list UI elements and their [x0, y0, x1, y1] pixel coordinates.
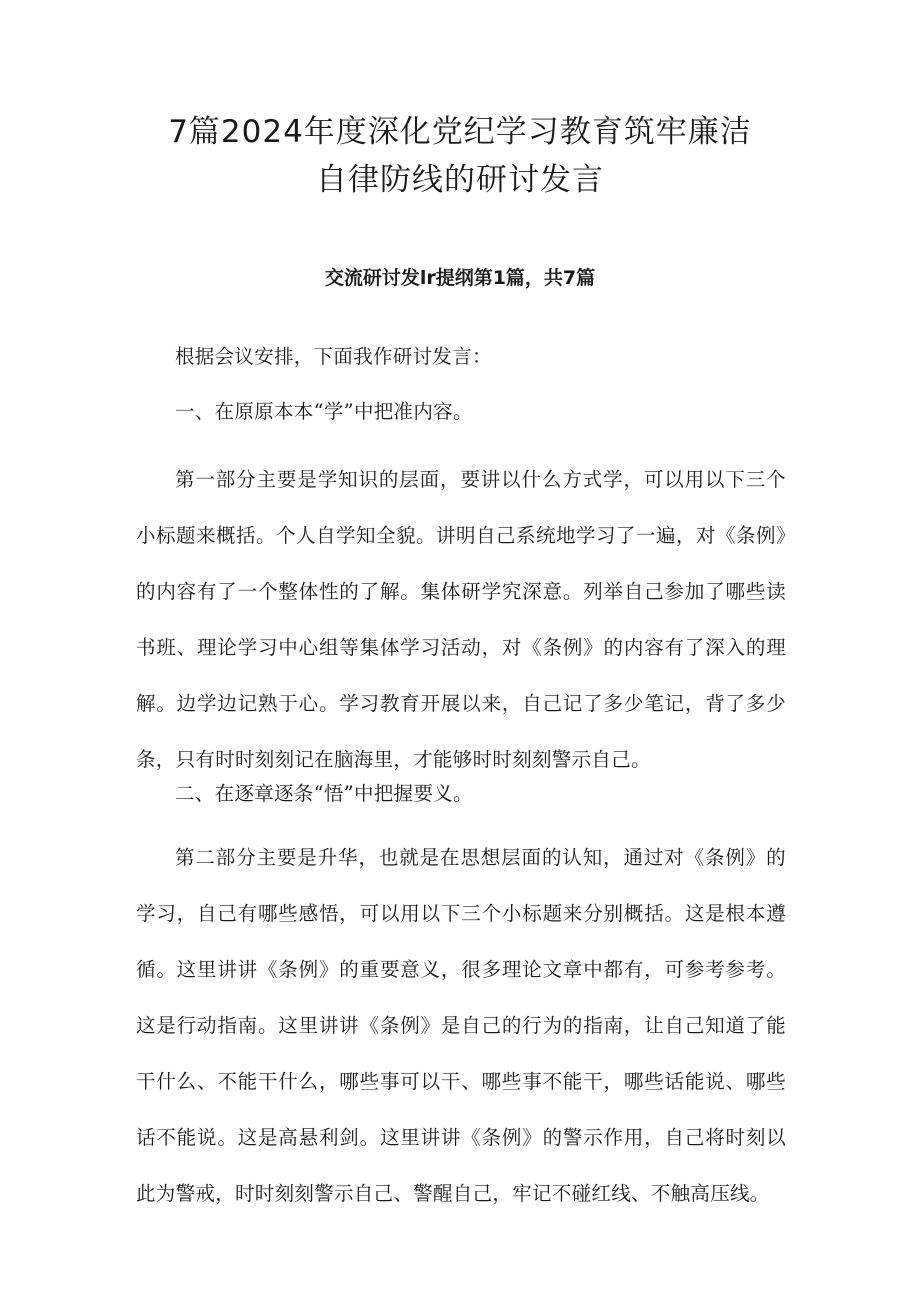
section-body-1: 第一部分主要是学知识的层面，要讲以什么方式学，可以用以下三个小标题来概括。个人自学知全貌。讲明自己系统地学习了一遍，对《条例》的内容有了一个整体性的了解。集体研学究深意。列举自己参加了哪些读书班、理论学习中心组等集体学习活动，对《条例》的内容有了深入的理解。边学边记熟于心。学习教育开展以来，自己记了多少笔记，背了多少条，只有时时刻刻记在脑海里，才能够时时刻刻警示自己。: [136, 468, 786, 771]
title-line-2: 自律防线的研讨发言: [316, 162, 604, 198]
title-line-1: 7篇2024年度深化党纪学习教育筑牢廉洁: [168, 114, 752, 150]
section-heading-1: 一、在原原本本“学”中把准内容。: [175, 400, 473, 423]
section-heading-2: 二、在逐章逐条“悟”中把握要义。: [175, 782, 473, 805]
intro-paragraph: 根据会议安排，下面我作研讨发言：: [175, 345, 492, 368]
document-title: [130, 108, 790, 204]
section-body-2: 第二部分主要是升华，也就是在思想层面的认知，通过对《条例》的学习，自己有哪些感悟，可以用以下三个小标题来分别概括。这是根本遵循。这里讲讲《条例》的重要意义，很多理论文章中都有，可参考参考。这是行动指南。这里讲讲《条例》是自己的行为的指南，让自己知道了能干什么、不能干什么，哪些事可以干、哪些事不能干，哪些话能说、哪些话不能说。这是高悬利剑。这里讲讲《条例》的警示作用，自己将时刻以此为警戒，时时刻刻警示自己、警醒自己，牢记不碰红线、不触高压线。: [136, 846, 786, 1205]
document-subtitle: 交流研讨发lr提纲第1篇，共7篇: [324, 267, 596, 289]
